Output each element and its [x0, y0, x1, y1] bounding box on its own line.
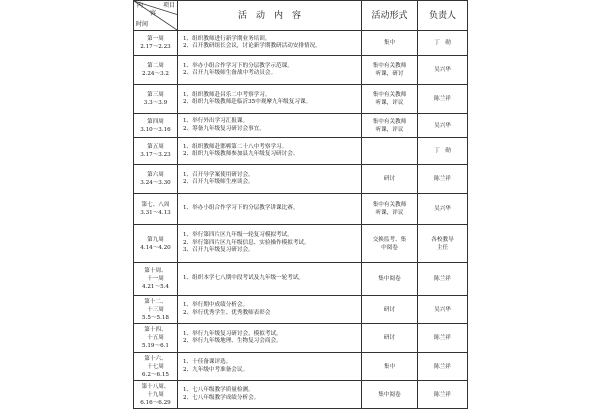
activity-form-cell: 集中有关教师 听课，评议: [362, 85, 418, 114]
activity-content-cell: [178, 263, 362, 296]
week-cell: 第九周 4.14～4.20: [134, 225, 178, 263]
week-cell: 第十周、 十一周 4.21～5.4: [134, 263, 178, 296]
table-row: [134, 353, 468, 381]
activity-item: 1、七八年级教学质量检测。: [183, 387, 254, 393]
activity-form-cell: 集中: [362, 353, 418, 381]
person-in-charge-cell: 吴兴华: [418, 194, 468, 225]
person-in-charge-cell: 丁 勋: [418, 31, 468, 56]
activity-item: 1、组织教师赴昌乐二中考察学习。: [183, 91, 271, 98]
activity-form-cell: 集中有关教师 听课，评议: [362, 114, 418, 138]
activity-content-cell: [178, 225, 362, 263]
activity-item: 2、九年级中考准备会议。: [183, 366, 249, 373]
corner-label-item: 项目: [162, 2, 175, 9]
person-in-charge-cell: 丁 勋: [418, 138, 468, 165]
activity-form-cell: 集中有关教师 听课，评议: [362, 194, 418, 225]
activity-item: 2、召开九年级师生座谈会。: [183, 179, 254, 185]
week-cell: 第六周 3.24～3.30: [134, 165, 178, 194]
activity-content-cell: [178, 324, 362, 353]
table-row: [134, 194, 468, 225]
activity-item: 1、组织本学七八期中段考试及九年级一轮考试。: [183, 275, 305, 282]
activity-content-cell: [178, 353, 362, 381]
activity-item: 1、组织教师赴邯郸第二十八中考察学习。: [183, 143, 288, 150]
activity-item: 3、召开九年级复习研讨会。: [183, 247, 254, 254]
activity-content-cell: [178, 114, 362, 138]
table-row: [134, 31, 468, 56]
activity-item: 1、组织教师进行新学期业务培训。: [183, 35, 271, 42]
activity-content-cell: [178, 138, 362, 165]
activity-item: 2、组织九年级教师赴临沂35中观摩九年级复习课。: [183, 99, 312, 105]
person-in-charge-cell: 陈兰祥: [418, 263, 468, 296]
person-in-charge-cell: 吴兴华: [418, 56, 468, 85]
week-cell: 第十六、 十七周 6.2～6.15: [134, 353, 178, 381]
activity-item: 2、举行第四片区九年级信息、实验操作模拟考试。: [183, 239, 310, 246]
week-cell: 第二周 2.24～3.2: [134, 56, 178, 85]
table-row: [134, 324, 468, 353]
activity-content-cell: [178, 194, 362, 225]
activity-item: 2、召开教研组长会议，讨论新学期教研活动安排情况。: [183, 43, 321, 49]
week-cell: 第五周 3.17～3.23: [134, 138, 178, 165]
activity-item: 1、举行第四片区九年级一轮复习模拟考试。: [183, 232, 293, 239]
person-in-charge-cell: 吴兴华: [418, 114, 468, 138]
person-in-charge-cell: 吴兴华: [418, 296, 468, 324]
activity-content-cell: [178, 296, 362, 324]
table-row: [134, 138, 468, 165]
table-row: [134, 381, 468, 409]
table-row: [134, 114, 468, 138]
activity-content-cell: [178, 165, 362, 194]
person-in-charge-cell: 陈兰祥: [418, 165, 468, 194]
week-cell: 第四周 3.10～3.16: [134, 114, 178, 138]
activity-item: 1、举办小组合作学习下的分层教学讲课比赛。: [183, 205, 299, 212]
table-row: [134, 56, 468, 85]
activity-item: 1、召开导学案使用研讨会。: [183, 171, 254, 178]
week-cell: 第十二、 十三周 5.5～5.18: [134, 296, 178, 324]
table-row: [134, 296, 468, 324]
activity-item: 1、举行外出学习汇报课。: [183, 118, 249, 124]
schedule-table: [133, 0, 468, 409]
week-cell: 第三周 3.3～3.9: [134, 85, 178, 114]
activity-form-cell: 研讨: [362, 296, 418, 324]
activity-form-cell: 研讨: [362, 165, 418, 194]
table-row: [134, 263, 468, 296]
activity-item: 2、筹备九年级复习研讨会事宜。: [183, 125, 265, 132]
activity-item: 2、召开九年级师生备战中考动员会。: [183, 70, 277, 76]
week-cell: 第十八周、 十九周 6.16～6.29: [134, 381, 178, 409]
person-in-charge-cell: 陈兰祥: [418, 353, 468, 381]
week-cell: 第一周 2.17～2.23: [134, 31, 178, 56]
activity-form-cell: 交换监考、集 中阅卷: [362, 225, 418, 263]
activity-form-cell: 集中阅卷: [362, 263, 418, 296]
activity-content-cell: [178, 381, 362, 409]
person-in-charge-cell: 各校教导 主任: [418, 225, 468, 263]
activity-form-cell: [362, 138, 418, 165]
header-content: 活 动 内 容: [178, 1, 362, 31]
week-cell: 第七、八周 3.31～4.13: [134, 194, 178, 225]
activity-form-cell: 集中: [362, 31, 418, 56]
activity-form-cell: 集中有关教师 听课，研讨: [362, 56, 418, 85]
header-form: 活动形式: [362, 1, 418, 31]
person-in-charge-cell: 陈兰祥: [418, 85, 468, 114]
header-corner-cell: [134, 1, 178, 31]
activity-content-cell: [178, 56, 362, 85]
header-person: 负责人: [418, 1, 468, 31]
activity-content-cell: [178, 85, 362, 114]
corner-label-mid: 容: [150, 10, 157, 17]
table-row: [134, 85, 468, 114]
activity-item: 1、举行九年级复习研讨会，模拟考试。: [183, 330, 282, 337]
header-row: [134, 1, 468, 31]
person-in-charge-cell: 陈兰祥: [418, 324, 468, 353]
activity-item: 2、举行九年级地理、生物复习会商会。: [183, 338, 282, 344]
activity-item: 2、七八年级教学成绩分析会。: [183, 394, 260, 401]
corner-label-left: 内: [137, 2, 144, 9]
table-row: [134, 165, 468, 194]
corner-label-time: 时间: [136, 21, 149, 28]
activity-item: 1、举行期中成绩分析会。: [183, 302, 249, 308]
table-row: [134, 225, 468, 263]
activity-item: 1、举办小组合作学习下的分层教学示范课。: [183, 62, 293, 69]
week-cell: 第十四、 十五周 5.19～6.1: [134, 324, 178, 353]
activity-content-cell: [178, 31, 362, 56]
activity-form-cell: 研讨: [362, 324, 418, 353]
activity-form-cell: 集中阅卷: [362, 381, 418, 409]
activity-item: 1、十佳备课评选。: [183, 359, 232, 365]
activity-item: 2、组织九年级教师参加县九年级复习研讨会。: [183, 151, 299, 157]
activity-item: 2、举行优秀学生、优秀教师表彰会: [183, 309, 271, 316]
person-in-charge-cell: 陈兰祥: [418, 381, 468, 409]
